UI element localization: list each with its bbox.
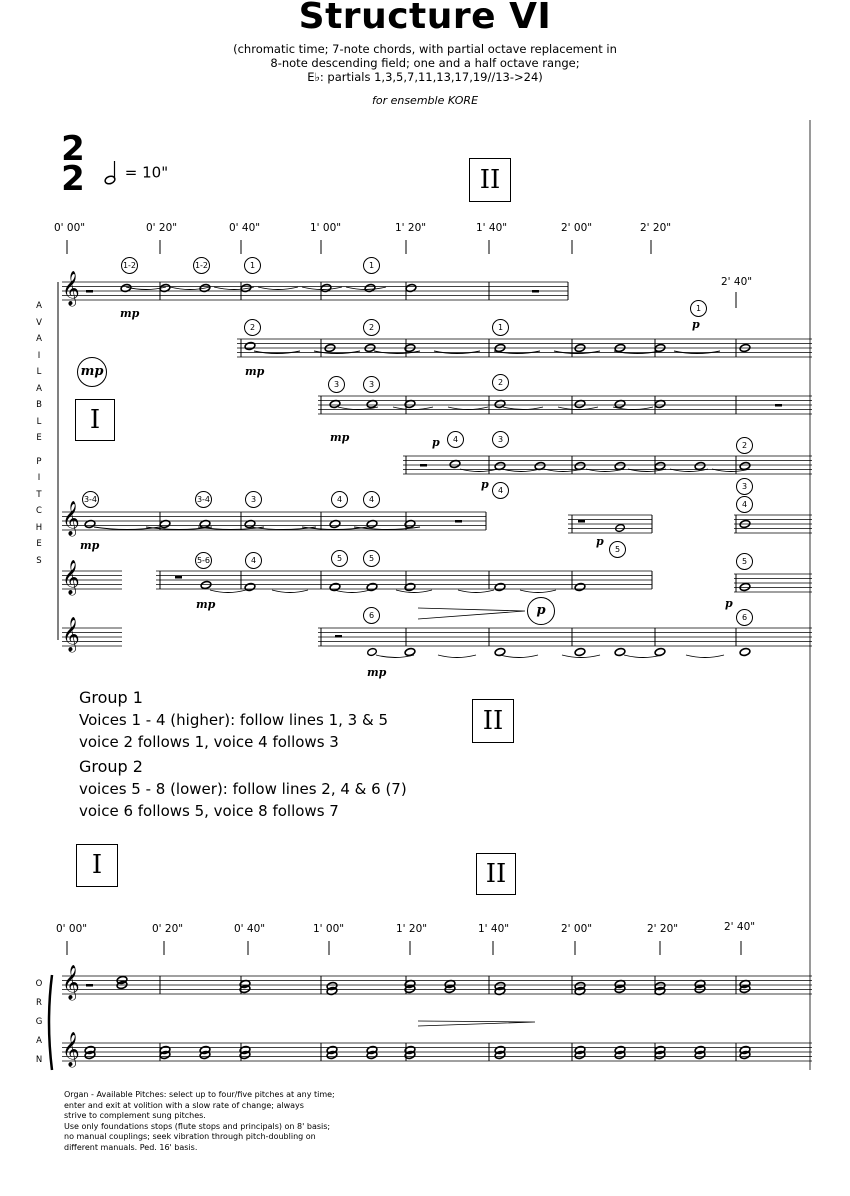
tempo-value: = 10" bbox=[124, 163, 169, 182]
partial-number: 3-4 bbox=[82, 491, 99, 508]
partial-number: 2 bbox=[244, 319, 261, 336]
tie bbox=[503, 407, 543, 410]
group-2-line-1: voices 5 - 8 (lower): follow lines 2, 4 & 6 (7) bbox=[79, 780, 407, 798]
side-letter: E bbox=[36, 433, 42, 443]
side-letter: A bbox=[36, 383, 42, 394]
side-letter: E bbox=[36, 539, 42, 549]
partial-number: 2 bbox=[736, 437, 753, 454]
tie bbox=[272, 590, 308, 593]
partial-number: 3 bbox=[363, 376, 380, 393]
side-letter: L bbox=[36, 416, 42, 427]
dynamic-p: p bbox=[432, 436, 440, 449]
partial-number: 4 bbox=[492, 482, 509, 499]
dynamic-mp: mp bbox=[196, 598, 216, 611]
treble-clef-icon: 𝄞 bbox=[62, 965, 80, 1000]
side-letter: T bbox=[36, 489, 42, 500]
dynamic-mp: mp bbox=[367, 666, 387, 679]
whole-note bbox=[574, 400, 585, 409]
time-label: 1' 00" bbox=[313, 923, 345, 935]
group-1-title: Group 1 bbox=[79, 688, 143, 707]
whole-note bbox=[449, 460, 460, 469]
whole-note bbox=[574, 648, 585, 657]
side-letter: N bbox=[35, 1055, 43, 1065]
section-mark-i-bottom: I bbox=[76, 844, 118, 887]
dynamic-mp: mp bbox=[80, 539, 100, 552]
whole-note bbox=[739, 583, 750, 592]
dynamic-mp: mp bbox=[120, 307, 140, 320]
group-2-line-2: voice 6 follows 5, voice 8 follows 7 bbox=[79, 802, 339, 820]
tie bbox=[458, 590, 494, 593]
tie bbox=[500, 655, 538, 658]
treble-clef-icon: 𝄞 bbox=[62, 271, 80, 306]
score-title: Structure VI bbox=[298, 0, 552, 37]
tie bbox=[393, 407, 433, 410]
partial-number: 1 bbox=[363, 257, 380, 274]
partial-number: 5 bbox=[363, 550, 380, 567]
group-2-instructions bbox=[79, 756, 407, 822]
side-letter: R bbox=[36, 998, 42, 1008]
side-letter: A bbox=[36, 1036, 42, 1046]
partial-number: 2 bbox=[363, 319, 380, 336]
time-label: 1' 40" bbox=[478, 923, 510, 935]
time-signature-top: 2 bbox=[61, 129, 85, 169]
partial-number: 3 bbox=[328, 376, 345, 393]
partial-number: 3 bbox=[736, 478, 753, 495]
side-letter: B bbox=[36, 400, 42, 410]
tie bbox=[170, 287, 210, 290]
time-label: 0' 00" bbox=[56, 923, 88, 935]
whole-note bbox=[614, 400, 625, 409]
tie bbox=[334, 590, 370, 593]
side-letter: V bbox=[36, 317, 42, 328]
whole-note bbox=[654, 400, 665, 409]
half-rest bbox=[532, 290, 539, 293]
time-label: 0' 20" bbox=[146, 222, 178, 234]
partial-number: 6 bbox=[736, 609, 753, 626]
partial-number: 6 bbox=[363, 607, 380, 624]
side-letter: A bbox=[36, 301, 42, 311]
time-label: 0' 00" bbox=[54, 222, 86, 234]
time-label: 2' 40" bbox=[721, 276, 753, 288]
partial-number: 5 bbox=[736, 553, 753, 570]
treble-clef-icon: 𝄞 bbox=[62, 501, 80, 536]
half-rest bbox=[175, 576, 182, 579]
partial-number: 5 bbox=[331, 550, 348, 567]
organ-note-line: no manual couplings; seek vibration through pitch-doubling on bbox=[64, 1132, 316, 1141]
time-label: 1' 00" bbox=[310, 222, 342, 234]
organ-note-line: strive to complement sung pitches. bbox=[64, 1111, 206, 1120]
whole-note bbox=[494, 583, 505, 592]
half-rest bbox=[335, 635, 342, 638]
organ-note-line: Organ - Available Pitches: select up to four/five pitches at any time; bbox=[64, 1090, 335, 1099]
dynamic-p: p bbox=[596, 535, 604, 548]
dynamic-p: p bbox=[725, 597, 733, 610]
partial-number: 3 bbox=[245, 491, 262, 508]
partial-number: 4 bbox=[736, 496, 753, 513]
side-letter: A bbox=[36, 334, 42, 344]
half-rest bbox=[578, 520, 585, 523]
tie bbox=[520, 590, 556, 593]
section-mark-ii-middle: II bbox=[472, 699, 514, 743]
side-letter: G bbox=[35, 1017, 43, 1027]
time-label: 1' 20" bbox=[395, 222, 427, 234]
side-letter: P bbox=[36, 456, 42, 467]
half-rest bbox=[86, 290, 93, 293]
partial-number: 5 bbox=[609, 541, 626, 558]
half-rest bbox=[455, 520, 462, 523]
section-mark-ii-bottom: II bbox=[476, 853, 516, 895]
side-letter: S bbox=[36, 555, 42, 566]
time-signature-bottom: 2 bbox=[61, 159, 85, 199]
section-mark-i-left: I bbox=[75, 399, 115, 441]
partial-number: 1 bbox=[492, 319, 509, 336]
partial-number: 4 bbox=[447, 431, 464, 448]
whole-note bbox=[244, 342, 255, 351]
partial-number: 4 bbox=[331, 491, 348, 508]
organ-instructions bbox=[64, 1090, 364, 1153]
half-rest bbox=[775, 404, 782, 407]
half-note bbox=[367, 647, 378, 656]
tie bbox=[214, 287, 254, 290]
time-label: 1' 40" bbox=[476, 222, 508, 234]
half-rest bbox=[86, 984, 93, 987]
dynamic-p: p bbox=[692, 318, 700, 331]
time-label: 0' 40" bbox=[234, 923, 266, 935]
time-label: 2' 20" bbox=[640, 222, 672, 234]
side-letter: I bbox=[37, 473, 41, 483]
time-label: 2' 00" bbox=[561, 923, 593, 935]
organ-note-line: enter and exit at volition with a slow rate of change; always bbox=[64, 1100, 304, 1110]
subtitle-line-3: E♭: partials 1,3,5,7,11,13,17,19//13->24) bbox=[307, 70, 543, 84]
side-letter: I bbox=[37, 350, 41, 361]
partial-number: 1-2 bbox=[193, 257, 210, 274]
time-label: 2' 00" bbox=[561, 222, 593, 234]
organ-note-line: different manuals. Ped. 16' basis. bbox=[64, 1142, 198, 1152]
group-2-title: Group 2 bbox=[79, 757, 143, 776]
tie bbox=[210, 590, 246, 593]
dynamic-mp: mp bbox=[330, 431, 350, 444]
partial-number: 4 bbox=[363, 491, 380, 508]
time-label: 0' 20" bbox=[152, 923, 184, 935]
whole-note bbox=[694, 462, 705, 471]
partial-number: 1 bbox=[690, 300, 707, 317]
side-letter: O bbox=[35, 979, 43, 989]
treble-clef-icon: 𝄞 bbox=[62, 560, 80, 595]
partial-number: 3 bbox=[492, 431, 509, 448]
whole-note bbox=[200, 581, 211, 590]
treble-clef-icon: 𝄞 bbox=[62, 1032, 80, 1067]
subtitle-line-1: (chromatic time; 7-note chords, with partial octave replacement in bbox=[233, 42, 617, 56]
whole-note bbox=[739, 648, 750, 657]
tie bbox=[686, 655, 724, 658]
section-mark-ii-top: II bbox=[469, 158, 511, 202]
partial-number: 1-2 bbox=[121, 257, 138, 274]
dynamic-p-circled: p bbox=[527, 597, 555, 625]
half-note bbox=[615, 523, 626, 532]
side-letter: H bbox=[35, 522, 43, 533]
partial-number: 5-6 bbox=[195, 552, 212, 569]
time-label: 2' 40" bbox=[724, 921, 756, 933]
partial-number: 1 bbox=[244, 257, 261, 274]
subtitle-line-2: 8-note descending field; one and a half octave range; bbox=[270, 56, 580, 70]
tie bbox=[396, 590, 432, 593]
partial-number: 2 bbox=[492, 374, 509, 391]
dynamic-p: p bbox=[481, 478, 489, 491]
side-letter: L bbox=[36, 367, 42, 377]
group-1-line-1: Voices 1 - 4 (higher): follow lines 1, 3 & 5 bbox=[79, 711, 388, 729]
half-rest bbox=[420, 464, 427, 467]
organ-note-line: Use only foundations stops (flute stops and principals) on 8' basis; bbox=[64, 1121, 331, 1131]
whole-note bbox=[574, 583, 585, 592]
tie bbox=[438, 655, 476, 658]
side-letter: C bbox=[36, 506, 42, 516]
time-label: 1' 20" bbox=[396, 923, 428, 935]
partial-number: 3-4 bbox=[195, 491, 212, 508]
partial-number: 4 bbox=[245, 552, 262, 569]
group-1-instructions bbox=[79, 687, 388, 753]
treble-clef-icon: 𝄞 bbox=[62, 617, 80, 652]
time-label: 2' 20" bbox=[647, 923, 679, 935]
dedication: for ensemble KORE bbox=[371, 94, 479, 107]
group-1-line-2: voice 2 follows 1, voice 4 follows 3 bbox=[79, 733, 339, 751]
tie bbox=[448, 407, 488, 410]
dynamic-mp-circled: mp bbox=[77, 357, 107, 387]
dynamic-mp: mp bbox=[245, 365, 265, 378]
time-label: 0' 40" bbox=[229, 222, 261, 234]
tie bbox=[258, 287, 298, 290]
